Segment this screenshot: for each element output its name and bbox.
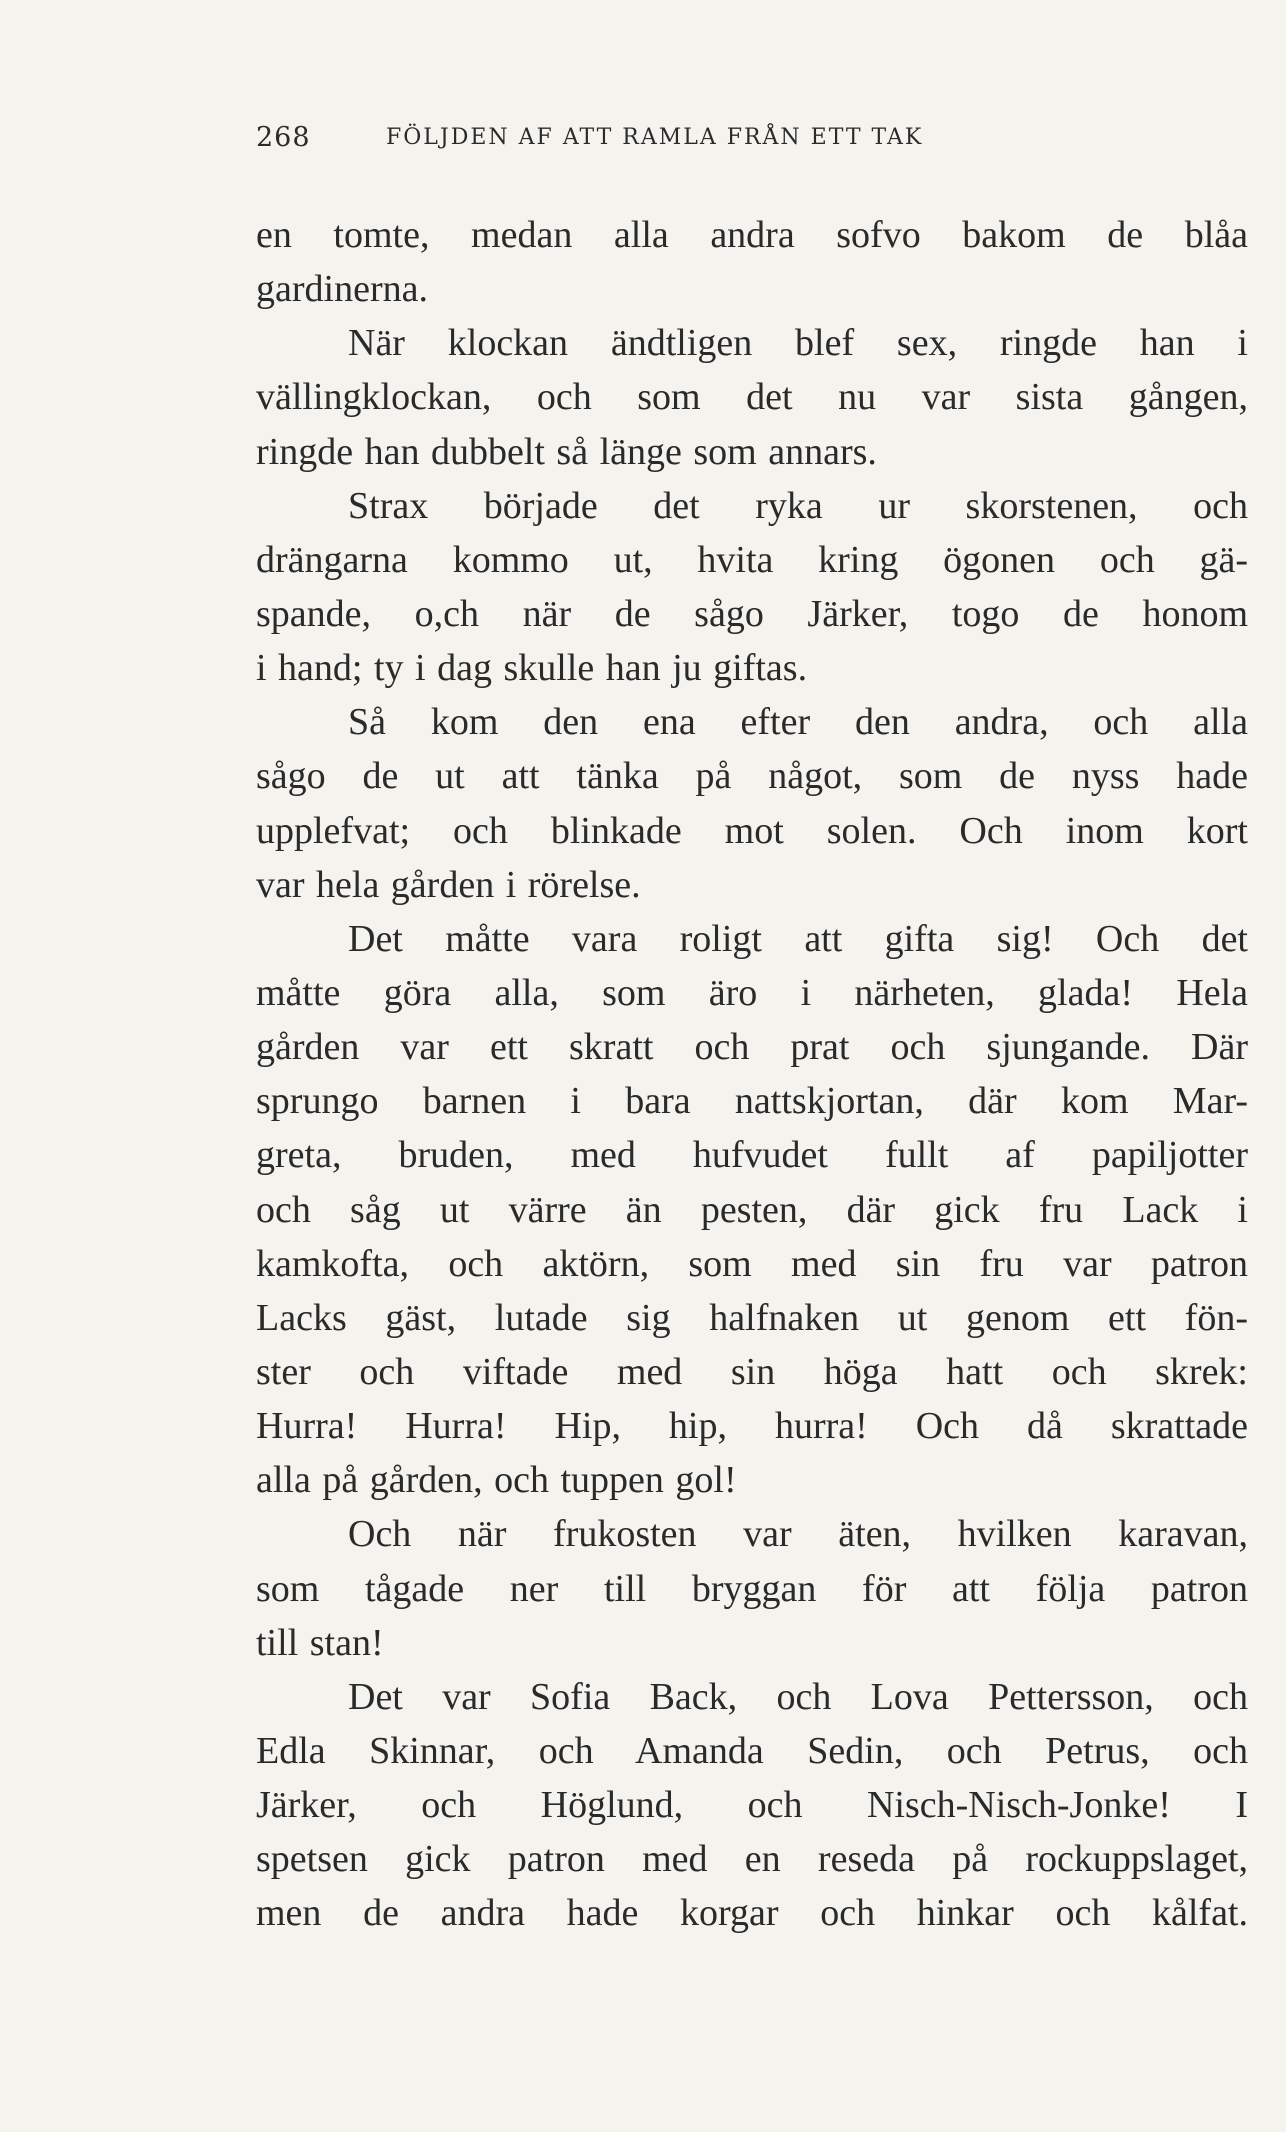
text-line: Edla Skinnar, och Amanda Sedin, och Petrus, och bbox=[256, 1729, 1248, 1772]
text-line: i hand; ty i dag skulle han ju giftas. bbox=[256, 647, 808, 690]
text-line: vällingklockan, och som det nu var sista gången, bbox=[256, 376, 1248, 419]
page-number: 268 bbox=[256, 122, 311, 153]
text-line: greta, bruden, med hufvudet fullt af papiljotter bbox=[256, 1134, 1248, 1177]
text-line: Järker, och Höglund, och Nisch-Nisch-Jonke! I bbox=[256, 1784, 1248, 1827]
text-line: ster och viftade med sin höga hatt och skrek: bbox=[256, 1350, 1248, 1393]
text-line: Och när frukosten var äten, hvilken karavan, bbox=[348, 1513, 1248, 1556]
text-line: Strax började det ryka ur skorstenen, och bbox=[348, 484, 1248, 527]
running-head bbox=[256, 122, 1114, 162]
text-line: Hurra! Hurra! Hip, hip, hurra! Och då skrattade bbox=[256, 1405, 1248, 1448]
text-line: gardinerna. bbox=[256, 268, 428, 311]
text-line: Lacks gäst, lutade sig halfnaken ut genom ett fön- bbox=[256, 1296, 1248, 1339]
text-line: och såg ut värre än pesten, där gick fru Lack i bbox=[256, 1188, 1248, 1231]
text-line: kamkofta, och aktörn, som med sin fru var patron bbox=[256, 1242, 1248, 1285]
text-line: som tågade ner till bryggan för att följa patron bbox=[256, 1567, 1248, 1610]
text-line: till stan! bbox=[256, 1621, 384, 1664]
text-line: sprungo barnen i bara nattskjortan, där kom Mar- bbox=[256, 1080, 1248, 1123]
text-line: alla på gården, och tuppen gol! bbox=[256, 1459, 737, 1502]
text-line: en tomte, medan alla andra sofvo bakom de blåa bbox=[256, 214, 1248, 256]
text-line: När klockan ändtligen blef sex, ringde han i bbox=[348, 322, 1248, 365]
text-line: måtte göra alla, som äro i närheten, glada! Hela bbox=[256, 971, 1248, 1014]
text-line: gården var ett skratt och prat och sjungande. Där bbox=[256, 1026, 1248, 1069]
text-line: var hela gården i rörelse. bbox=[256, 863, 641, 906]
text-line: upplefvat; och blinkade mot solen. Och inom kort bbox=[256, 809, 1248, 852]
text-line: Det måtte vara roligt att gifta sig! Och det bbox=[348, 917, 1248, 960]
running-title: FÖLJDEN AF ATT RAMLA FRÅN ETT TAK bbox=[386, 125, 924, 150]
text-line: Så kom den ena efter den andra, och alla bbox=[348, 701, 1248, 744]
text-line: Det var Sofia Back, och Lova Pettersson, och bbox=[348, 1675, 1248, 1718]
text-line: men de andra hade korgar och hinkar och kålfat. bbox=[256, 1892, 1248, 1935]
text-line: spande, o,ch när de sågo Järker, togo de honom bbox=[256, 592, 1248, 635]
text-line: spetsen gick patron med en reseda på rockuppslaget, bbox=[256, 1838, 1248, 1881]
text-line: sågo de ut att tänka på något, som de nyss hade bbox=[256, 755, 1248, 798]
text-line: drängarna kommo ut, hvita kring ögonen och gä- bbox=[256, 538, 1248, 581]
body-text bbox=[256, 208, 1248, 1941]
text-line: ringde han dubbelt så länge som annars. bbox=[256, 430, 877, 473]
